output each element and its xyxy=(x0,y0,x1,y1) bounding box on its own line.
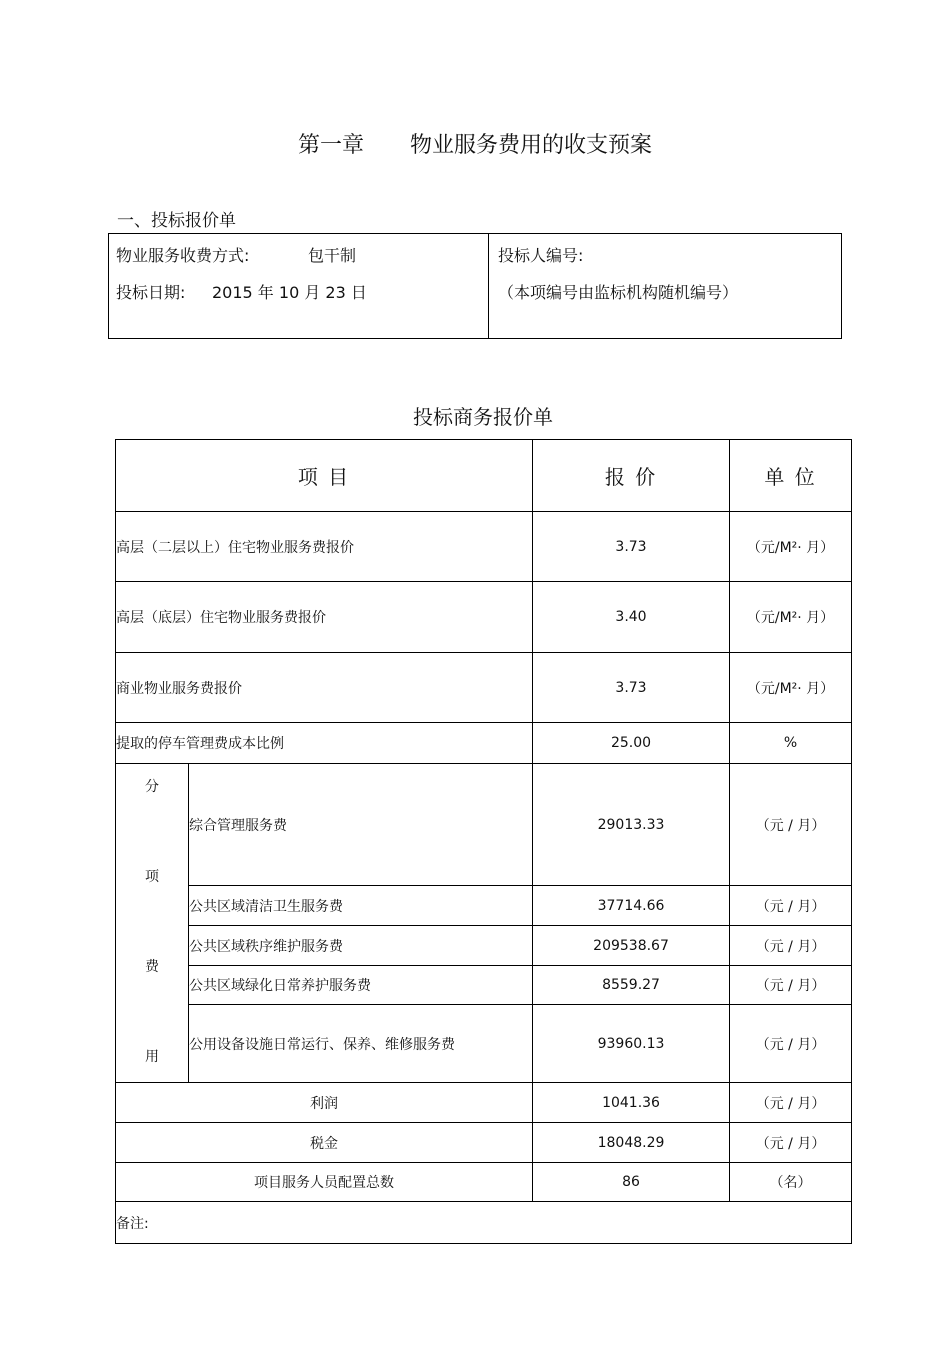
remarks-label: 备注: xyxy=(116,1202,852,1244)
row-price: 3.40 xyxy=(533,582,730,653)
row-unit: （元 / 月） xyxy=(730,1083,852,1123)
bidder-number-note: （本项编号由监标机构随机编号） xyxy=(498,283,739,302)
row-price: 86 xyxy=(533,1163,730,1202)
sub-unit: （元 / 月） xyxy=(730,764,852,886)
row-unit: （元 / 月） xyxy=(730,1123,852,1163)
sub-price: 37714.66 xyxy=(533,886,730,926)
row-item: 项目服务人员配置总数 xyxy=(116,1163,533,1202)
bidder-number-label: 投标人编号: xyxy=(498,246,584,265)
sub-price: 8559.27 xyxy=(533,966,730,1005)
sub-category-cell xyxy=(116,764,189,1083)
table-row xyxy=(116,723,852,764)
table-row xyxy=(116,512,852,582)
sub-unit: （元 / 月） xyxy=(730,886,852,926)
sub-price: 209538.67 xyxy=(533,926,730,966)
sub-unit: （元 / 月） xyxy=(730,1005,852,1083)
row-unit: % xyxy=(730,723,852,764)
sub-category-char: 项 xyxy=(145,869,159,885)
sub-category-char: 分 xyxy=(145,779,159,795)
bid-info-box xyxy=(108,233,842,339)
sub-item: 公共区域绿化日常养护服务费 xyxy=(189,966,533,1005)
info-box-divider xyxy=(488,234,489,338)
fee-method-label: 物业服务收费方式: xyxy=(116,246,250,265)
row-price: 3.73 xyxy=(533,653,730,723)
section-heading: 一、投标报价单 xyxy=(117,211,236,231)
sub-category-char: 用 xyxy=(145,1049,159,1065)
sub-unit: （元 / 月） xyxy=(730,966,852,1005)
table-row xyxy=(116,1163,852,1202)
table-header-row xyxy=(116,440,852,512)
bid-date-value: 2015 年 10 月 23 日 xyxy=(212,283,367,302)
sub-unit: （元 / 月） xyxy=(730,926,852,966)
row-price: 1041.36 xyxy=(533,1083,730,1123)
row-item: 利润 xyxy=(116,1083,533,1123)
table-title: 投标商务报价单 xyxy=(413,405,553,429)
header-item: 项 目 xyxy=(116,440,533,512)
sub-item-row xyxy=(116,966,852,1005)
row-unit: （元/M²· 月） xyxy=(730,582,852,653)
table-row xyxy=(116,1123,852,1163)
sub-item-row xyxy=(116,764,852,886)
bid-date-label: 投标日期: xyxy=(116,283,186,302)
sub-item: 公共区域秩序维护服务费 xyxy=(189,926,533,966)
header-unit: 单 位 xyxy=(730,440,852,512)
row-item: 高层（底层）住宅物业服务费报价 xyxy=(116,582,533,653)
chapter-name: 物业服务费用的收支预案 xyxy=(410,133,653,158)
row-unit: （元/M²· 月） xyxy=(730,653,852,723)
table-row xyxy=(116,653,852,723)
sub-category-char: 费 xyxy=(145,959,159,975)
sub-price: 93960.13 xyxy=(533,1005,730,1083)
chapter-number: 第一章 xyxy=(297,133,364,158)
remarks-row xyxy=(116,1202,852,1244)
row-unit: （名） xyxy=(730,1163,852,1202)
header-price: 报 价 xyxy=(533,440,730,512)
row-unit: （元/M²· 月） xyxy=(730,512,852,582)
row-item: 商业物业服务费报价 xyxy=(116,653,533,723)
sub-item-row xyxy=(116,926,852,966)
quote-table xyxy=(115,439,852,1244)
sub-item-row xyxy=(116,1005,852,1083)
table-row xyxy=(116,1083,852,1123)
chapter-title xyxy=(0,128,950,159)
fee-method-value: 包干制 xyxy=(308,246,357,265)
row-item: 税金 xyxy=(116,1123,533,1163)
row-price: 3.73 xyxy=(533,512,730,582)
row-item: 提取的停车管理费成本比例 xyxy=(116,723,533,764)
sub-item: 公用设备设施日常运行、保养、维修服务费 xyxy=(189,1005,533,1083)
row-price: 18048.29 xyxy=(533,1123,730,1163)
sub-item-row xyxy=(116,886,852,926)
sub-price: 29013.33 xyxy=(533,764,730,886)
row-price: 25.00 xyxy=(533,723,730,764)
table-row xyxy=(116,582,852,653)
sub-item: 公共区域清洁卫生服务费 xyxy=(189,886,533,926)
row-item: 高层（二层以上）住宅物业服务费报价 xyxy=(116,512,533,582)
sub-item: 综合管理服务费 xyxy=(189,764,533,886)
